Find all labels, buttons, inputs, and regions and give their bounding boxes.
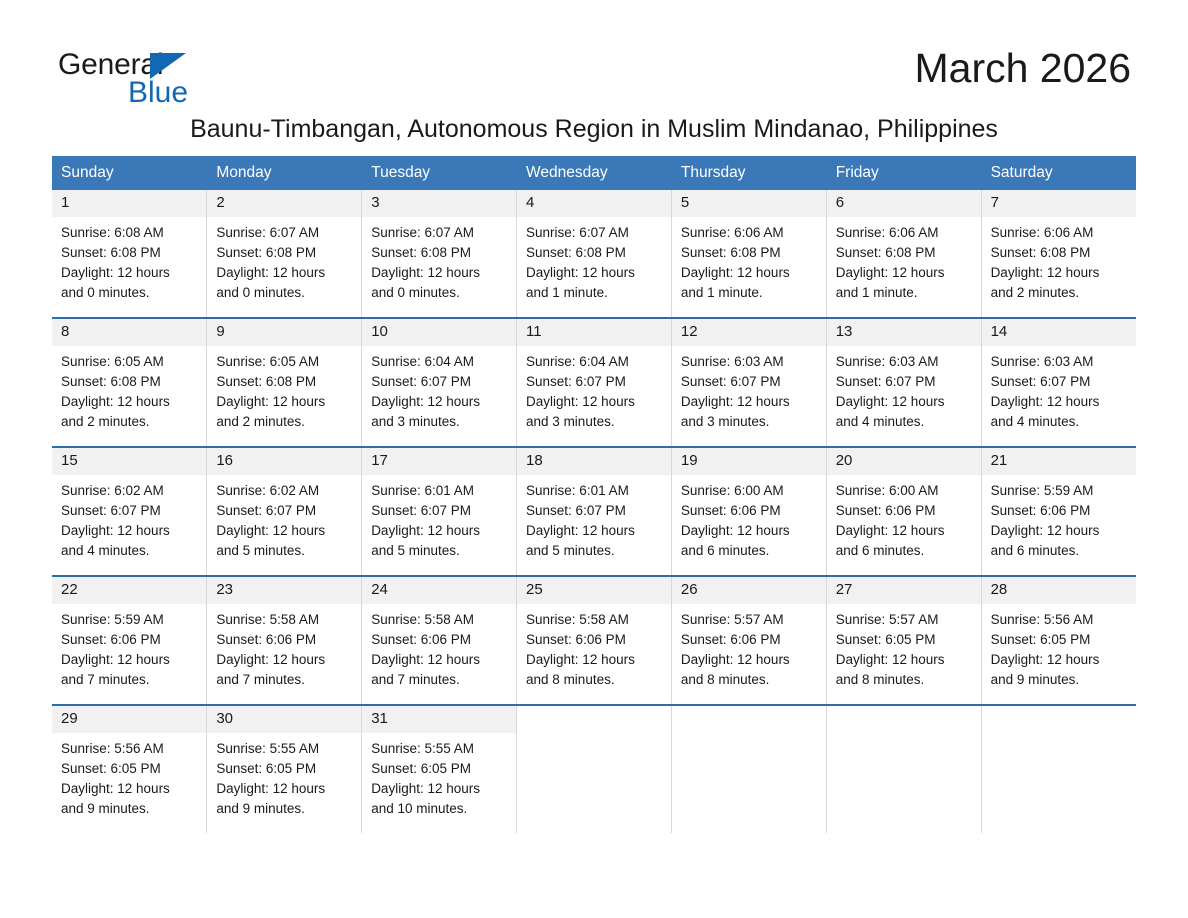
day-number: 29	[52, 706, 206, 733]
day-sunrise-text: Sunrise: 5:55 AM	[216, 741, 320, 756]
calendar-week-row	[52, 705, 1136, 833]
day-details	[362, 604, 516, 704]
day-daylight-line1-text: Daylight: 12 hours	[835, 652, 945, 667]
day-details	[517, 733, 671, 753]
day-number: 4	[517, 190, 671, 217]
day-sunrise-text: Sunrise: 6:03 AM	[680, 354, 784, 369]
day-sunrise-text: Sunrise: 6:07 AM	[371, 225, 474, 240]
page-title: March 2026	[914, 45, 1131, 91]
day-sunset-text: Sunset: 6:08 PM	[835, 245, 936, 260]
day-daylight-line2-text: and 1 minute.	[680, 285, 763, 300]
day-sunset-text: Sunset: 6:06 PM	[990, 503, 1091, 518]
day-sunset-text: Sunset: 6:07 PM	[526, 374, 626, 389]
day-daylight-line2-text: and 5 minutes.	[371, 543, 460, 558]
day-daylight-line1-text: Daylight: 12 hours	[61, 781, 170, 796]
day-sunset-text: Sunset: 6:05 PM	[61, 761, 161, 776]
day-sunrise-text: Sunrise: 6:05 AM	[216, 354, 320, 369]
day-details	[362, 217, 516, 317]
day-daylight-line1-text: Daylight: 12 hours	[680, 265, 790, 280]
day-number: 19	[672, 448, 826, 475]
day-details	[207, 217, 361, 317]
day-sunset-text: Sunset: 6:08 PM	[680, 245, 781, 260]
day-sunrise-text: Sunrise: 6:02 AM	[216, 483, 320, 498]
day-number: 15	[52, 448, 206, 475]
day-daylight-line2-text: and 0 minutes.	[216, 285, 305, 300]
day-number: 22	[52, 577, 206, 604]
day-daylight-line1-text: Daylight: 12 hours	[990, 523, 1100, 538]
day-number: 13	[827, 319, 981, 346]
day-daylight-line2-text: and 7 minutes.	[216, 672, 305, 687]
day-number	[517, 706, 671, 733]
day-daylight-line2-text: and 4 minutes.	[835, 414, 925, 429]
day-sunrise-text: Sunrise: 5:55 AM	[371, 741, 474, 756]
day-daylight-line2-text: and 8 minutes.	[835, 672, 925, 687]
day-number: 26	[672, 577, 826, 604]
day-daylight-line2-text: and 0 minutes.	[61, 285, 150, 300]
day-number: 9	[207, 319, 361, 346]
day-daylight-line2-text: and 5 minutes.	[216, 543, 305, 558]
day-daylight-line2-text: and 7 minutes.	[371, 672, 460, 687]
day-daylight-line1-text: Daylight: 12 hours	[835, 523, 945, 538]
day-daylight-line1-text: Daylight: 12 hours	[216, 523, 326, 538]
day-daylight-line2-text: and 6 minutes.	[835, 543, 925, 558]
calendar-week-row	[52, 190, 1136, 318]
day-sunrise-text: Sunrise: 6:07 AM	[216, 225, 320, 240]
day-sunset-text: Sunset: 6:07 PM	[990, 374, 1091, 389]
logo-text-blue: Blue	[128, 76, 189, 109]
calendar-day-cell[interactable]	[826, 190, 981, 318]
day-number: 17	[362, 448, 516, 475]
calendar-day-cell-empty	[826, 705, 981, 833]
day-daylight-line2-text: and 1 minute.	[835, 285, 918, 300]
day-sunrise-text: Sunrise: 5:57 AM	[835, 612, 939, 627]
day-daylight-line2-text: and 1 minute.	[526, 285, 608, 300]
day-daylight-line1-text: Daylight: 12 hours	[216, 652, 326, 667]
day-sunset-text: Sunset: 6:06 PM	[680, 632, 781, 647]
day-details	[982, 346, 1136, 446]
day-daylight-line2-text: and 8 minutes.	[680, 672, 770, 687]
day-number: 16	[207, 448, 361, 475]
calendar-day-cell[interactable]	[671, 190, 826, 318]
day-details	[362, 733, 516, 833]
day-sunset-text: Sunset: 6:07 PM	[371, 503, 471, 518]
calendar-day-cell[interactable]	[671, 576, 826, 705]
day-number: 23	[207, 577, 361, 604]
day-daylight-line1-text: Daylight: 12 hours	[371, 652, 480, 667]
day-details	[52, 733, 206, 833]
day-sunset-text: Sunset: 6:07 PM	[526, 503, 626, 518]
day-daylight-line2-text: and 7 minutes.	[61, 672, 150, 687]
day-sunset-text: Sunset: 6:08 PM	[990, 245, 1091, 260]
day-daylight-line1-text: Daylight: 12 hours	[835, 265, 945, 280]
calendar-week-row	[52, 576, 1136, 705]
day-daylight-line2-text: and 10 minutes.	[371, 801, 468, 816]
day-daylight-line1-text: Daylight: 12 hours	[371, 394, 480, 409]
day-number: 31	[362, 706, 516, 733]
day-details	[672, 733, 826, 753]
page-header	[0, 0, 1188, 109]
day-details	[982, 733, 1136, 753]
calendar-day-cell[interactable]	[362, 705, 517, 833]
day-sunset-text: Sunset: 6:08 PM	[216, 374, 317, 389]
day-sunrise-text: Sunrise: 5:58 AM	[216, 612, 320, 627]
day-number	[672, 706, 826, 733]
day-details	[362, 475, 516, 575]
day-sunset-text: Sunset: 6:08 PM	[526, 245, 626, 260]
day-number: 21	[982, 448, 1136, 475]
day-details	[517, 346, 671, 446]
day-details	[672, 604, 826, 704]
day-number	[827, 706, 981, 733]
day-details	[52, 604, 206, 704]
day-details	[517, 475, 671, 575]
calendar-header-row	[52, 156, 1136, 190]
day-daylight-line2-text: and 9 minutes.	[216, 801, 305, 816]
day-daylight-line2-text: and 2 minutes.	[990, 285, 1080, 300]
weekday-header-wednesday: Wednesday	[517, 156, 672, 190]
day-details	[672, 346, 826, 446]
calendar-day-cell[interactable]	[517, 447, 672, 576]
day-daylight-line1-text: Daylight: 12 hours	[680, 652, 790, 667]
day-daylight-line2-text: and 4 minutes.	[61, 543, 150, 558]
day-daylight-line1-text: Daylight: 12 hours	[526, 652, 635, 667]
weekday-header-tuesday: Tuesday	[362, 156, 517, 190]
day-sunset-text: Sunset: 6:06 PM	[61, 632, 161, 647]
day-daylight-line1-text: Daylight: 12 hours	[526, 394, 635, 409]
day-details	[517, 604, 671, 704]
day-sunrise-text: Sunrise: 6:06 AM	[835, 225, 939, 240]
calendar-day-cell[interactable]	[981, 576, 1136, 705]
calendar-day-cell[interactable]	[207, 705, 362, 833]
day-sunrise-text: Sunrise: 6:01 AM	[371, 483, 474, 498]
day-sunrise-text: Sunrise: 6:01 AM	[526, 483, 629, 498]
day-daylight-line2-text: and 2 minutes.	[216, 414, 305, 429]
calendar-day-cell[interactable]	[981, 318, 1136, 447]
day-details	[982, 217, 1136, 317]
weekday-header-monday: Monday	[207, 156, 362, 190]
day-sunrise-text: Sunrise: 6:04 AM	[371, 354, 474, 369]
day-sunrise-text: Sunrise: 6:00 AM	[835, 483, 939, 498]
day-daylight-line1-text: Daylight: 12 hours	[216, 781, 326, 796]
day-daylight-line1-text: Daylight: 12 hours	[990, 265, 1100, 280]
calendar-day-cell[interactable]	[207, 318, 362, 447]
day-number: 6	[827, 190, 981, 217]
calendar-day-cell[interactable]	[826, 576, 981, 705]
day-sunrise-text: Sunrise: 5:59 AM	[990, 483, 1094, 498]
day-daylight-line2-text: and 9 minutes.	[61, 801, 150, 816]
day-sunset-text: Sunset: 6:08 PM	[61, 374, 161, 389]
day-daylight-line1-text: Daylight: 12 hours	[216, 265, 326, 280]
day-number: 2	[207, 190, 361, 217]
calendar-day-cell[interactable]	[981, 190, 1136, 318]
day-sunrise-text: Sunrise: 6:02 AM	[61, 483, 164, 498]
day-sunset-text: Sunset: 6:06 PM	[216, 632, 317, 647]
day-sunset-text: Sunset: 6:07 PM	[61, 503, 161, 518]
day-sunrise-text: Sunrise: 5:58 AM	[371, 612, 474, 627]
day-sunset-text: Sunset: 6:07 PM	[371, 374, 471, 389]
day-details	[827, 346, 981, 446]
calendar-day-cell-empty	[517, 705, 672, 833]
day-daylight-line2-text: and 9 minutes.	[990, 672, 1080, 687]
day-number: 1	[52, 190, 206, 217]
generalblue-logo[interactable]	[58, 48, 258, 110]
day-details	[207, 733, 361, 833]
day-daylight-line2-text: and 8 minutes.	[526, 672, 615, 687]
day-sunrise-text: Sunrise: 6:03 AM	[990, 354, 1094, 369]
day-sunrise-text: Sunrise: 6:03 AM	[835, 354, 939, 369]
day-details	[982, 604, 1136, 704]
day-details	[517, 217, 671, 317]
calendar-day-cell[interactable]	[52, 576, 207, 705]
day-number: 18	[517, 448, 671, 475]
day-sunset-text: Sunset: 6:06 PM	[835, 503, 936, 518]
day-number: 27	[827, 577, 981, 604]
day-number: 3	[362, 190, 516, 217]
calendar-day-cell[interactable]	[52, 190, 207, 318]
day-sunrise-text: Sunrise: 6:04 AM	[526, 354, 629, 369]
day-details	[982, 475, 1136, 575]
calendar-day-cell[interactable]	[826, 318, 981, 447]
day-sunrise-text: Sunrise: 5:56 AM	[990, 612, 1094, 627]
day-daylight-line1-text: Daylight: 12 hours	[371, 523, 480, 538]
day-sunrise-text: Sunrise: 5:58 AM	[526, 612, 629, 627]
day-details	[827, 733, 981, 753]
day-daylight-line1-text: Daylight: 12 hours	[371, 265, 480, 280]
day-daylight-line1-text: Daylight: 12 hours	[990, 652, 1100, 667]
calendar-table	[52, 156, 1136, 833]
calendar-day-cell[interactable]	[52, 705, 207, 833]
weekday-header-friday: Friday	[826, 156, 981, 190]
day-sunset-text: Sunset: 6:05 PM	[990, 632, 1091, 647]
day-daylight-line1-text: Daylight: 12 hours	[61, 652, 170, 667]
day-sunset-text: Sunset: 6:05 PM	[371, 761, 471, 776]
day-details	[207, 346, 361, 446]
day-daylight-line1-text: Daylight: 12 hours	[371, 781, 480, 796]
day-sunrise-text: Sunrise: 6:08 AM	[61, 225, 164, 240]
day-details	[827, 604, 981, 704]
day-daylight-line2-text: and 6 minutes.	[680, 543, 770, 558]
calendar-day-cell[interactable]	[517, 318, 672, 447]
day-daylight-line2-text: and 3 minutes.	[680, 414, 770, 429]
day-number: 10	[362, 319, 516, 346]
day-daylight-line1-text: Daylight: 12 hours	[526, 523, 635, 538]
day-daylight-line1-text: Daylight: 12 hours	[680, 394, 790, 409]
day-sunset-text: Sunset: 6:06 PM	[371, 632, 471, 647]
day-details	[672, 217, 826, 317]
day-sunrise-text: Sunrise: 5:56 AM	[61, 741, 164, 756]
calendar-day-cell[interactable]	[517, 576, 672, 705]
day-daylight-line1-text: Daylight: 12 hours	[61, 523, 170, 538]
day-details	[362, 346, 516, 446]
day-daylight-line2-text: and 3 minutes.	[526, 414, 615, 429]
day-details	[52, 346, 206, 446]
day-sunrise-text: Sunrise: 6:05 AM	[61, 354, 164, 369]
day-sunset-text: Sunset: 6:07 PM	[216, 503, 317, 518]
day-sunset-text: Sunset: 6:06 PM	[526, 632, 626, 647]
calendar-week-row	[52, 318, 1136, 447]
calendar-day-cell[interactable]	[517, 190, 672, 318]
day-number	[982, 706, 1136, 733]
calendar-day-cell[interactable]	[52, 318, 207, 447]
day-details	[827, 217, 981, 317]
day-number: 7	[982, 190, 1136, 217]
day-number: 5	[672, 190, 826, 217]
calendar-day-cell[interactable]	[826, 447, 981, 576]
weekday-header-thursday: Thursday	[671, 156, 826, 190]
day-daylight-line2-text: and 4 minutes.	[990, 414, 1080, 429]
day-number: 11	[517, 319, 671, 346]
calendar-day-cell-empty	[671, 705, 826, 833]
day-daylight-line2-text: and 2 minutes.	[61, 414, 150, 429]
calendar-body	[52, 190, 1136, 833]
logo-text-general: General	[58, 48, 164, 81]
day-details	[52, 217, 206, 317]
calendar-week-row	[52, 447, 1136, 576]
calendar-day-cell[interactable]	[362, 190, 517, 318]
day-daylight-line1-text: Daylight: 12 hours	[526, 265, 635, 280]
calendar-day-cell-empty	[981, 705, 1136, 833]
day-details	[827, 475, 981, 575]
day-daylight-line1-text: Daylight: 12 hours	[835, 394, 945, 409]
day-sunset-text: Sunset: 6:05 PM	[216, 761, 317, 776]
day-number: 12	[672, 319, 826, 346]
weekday-header-saturday: Saturday	[981, 156, 1136, 190]
day-details	[207, 475, 361, 575]
day-sunset-text: Sunset: 6:08 PM	[61, 245, 161, 260]
calendar-day-cell[interactable]	[52, 447, 207, 576]
day-sunset-text: Sunset: 6:05 PM	[835, 632, 936, 647]
day-daylight-line2-text: and 6 minutes.	[990, 543, 1080, 558]
location-subtitle: Baunu-Timbangan, Autonomous Region in Muslim Mindanao, Philippines	[190, 115, 998, 143]
day-sunset-text: Sunset: 6:07 PM	[835, 374, 936, 389]
day-sunset-text: Sunset: 6:07 PM	[680, 374, 781, 389]
calendar-day-cell[interactable]	[671, 318, 826, 447]
day-daylight-line1-text: Daylight: 12 hours	[216, 394, 326, 409]
day-sunrise-text: Sunrise: 6:06 AM	[990, 225, 1094, 240]
day-sunrise-text: Sunrise: 5:57 AM	[680, 612, 784, 627]
day-number: 28	[982, 577, 1136, 604]
calendar-day-cell[interactable]	[362, 318, 517, 447]
day-details	[672, 475, 826, 575]
day-daylight-line2-text: and 0 minutes.	[371, 285, 460, 300]
calendar-day-cell[interactable]	[981, 447, 1136, 576]
day-daylight-line2-text: and 3 minutes.	[371, 414, 460, 429]
day-details	[207, 604, 361, 704]
day-sunrise-text: Sunrise: 6:06 AM	[680, 225, 784, 240]
day-number: 8	[52, 319, 206, 346]
calendar-day-cell[interactable]	[362, 576, 517, 705]
calendar-day-cell[interactable]	[671, 447, 826, 576]
calendar-day-cell[interactable]	[207, 190, 362, 318]
day-sunset-text: Sunset: 6:08 PM	[371, 245, 471, 260]
weekday-header-sunday: Sunday	[52, 156, 207, 190]
day-daylight-line1-text: Daylight: 12 hours	[61, 394, 170, 409]
day-details	[52, 475, 206, 575]
day-sunrise-text: Sunrise: 5:59 AM	[61, 612, 164, 627]
day-daylight-line2-text: and 5 minutes.	[526, 543, 615, 558]
day-number: 20	[827, 448, 981, 475]
day-number: 30	[207, 706, 361, 733]
day-sunset-text: Sunset: 6:06 PM	[680, 503, 781, 518]
day-number: 25	[517, 577, 671, 604]
day-number: 14	[982, 319, 1136, 346]
calendar-day-cell[interactable]	[207, 447, 362, 576]
day-daylight-line1-text: Daylight: 12 hours	[990, 394, 1100, 409]
day-daylight-line1-text: Daylight: 12 hours	[61, 265, 170, 280]
day-number: 24	[362, 577, 516, 604]
calendar-day-cell[interactable]	[362, 447, 517, 576]
day-daylight-line1-text: Daylight: 12 hours	[680, 523, 790, 538]
day-sunrise-text: Sunrise: 6:07 AM	[526, 225, 629, 240]
day-sunset-text: Sunset: 6:08 PM	[216, 245, 317, 260]
calendar-day-cell[interactable]	[207, 576, 362, 705]
day-sunrise-text: Sunrise: 6:00 AM	[680, 483, 784, 498]
